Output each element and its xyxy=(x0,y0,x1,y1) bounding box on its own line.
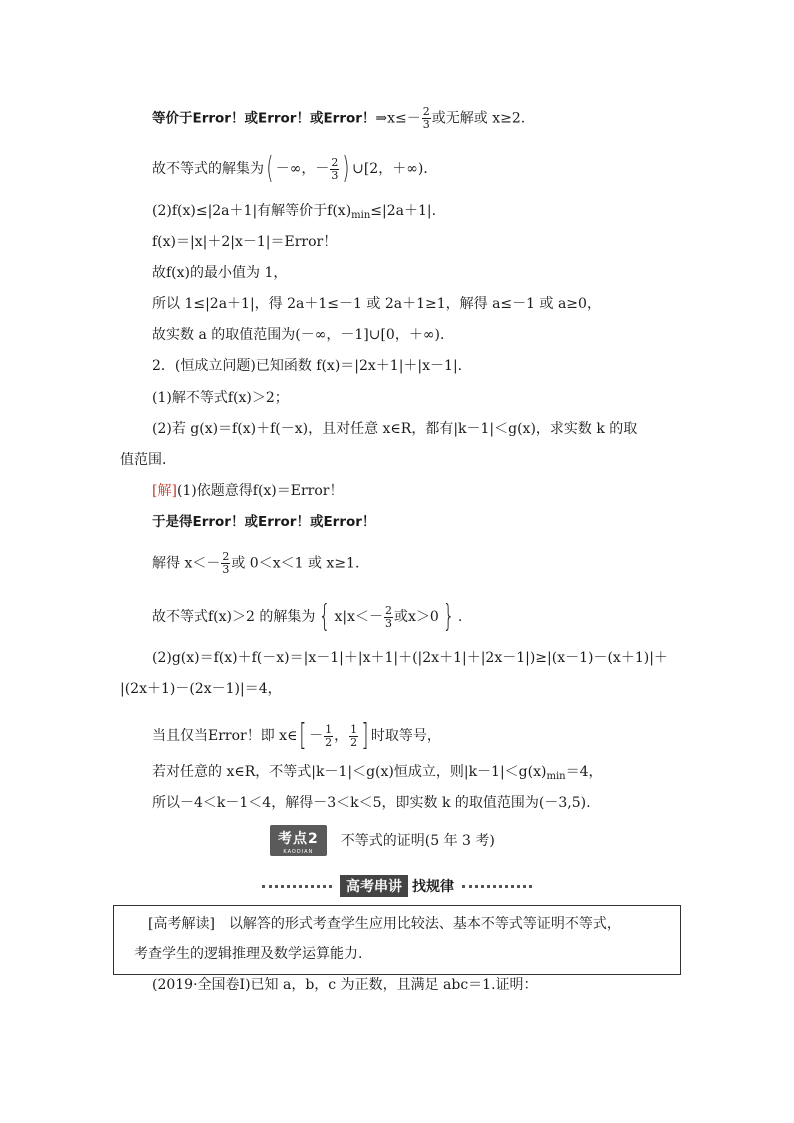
text-line: 解得 x＜－ $\frac{2}{3}$ 或 0＜x＜1 或 x≥1. xyxy=(152,550,360,576)
fraction: $\frac{2}{3}$ xyxy=(422,105,430,131)
section-badge: 考点2 KAODIAN xyxy=(270,825,327,856)
text-line: (2)若 g(x)＝f(x)＋f(－x)，且对任意 x∈R，都有|k－1|＜g(x)，求实数 k 的取 xyxy=(152,421,638,437)
text-line: 考查学生的逻辑推理及数学运算能力. xyxy=(134,946,363,962)
text-line: 当且仅当Error！即 x∈[ － $\frac{1}{2}$ ， $\frac{1}{2}$ ] 时取等号， xyxy=(152,718,441,753)
left-bracket-big: [ xyxy=(299,718,307,753)
text-line: [解](1)依题意得f(x)＝Error！ xyxy=(152,483,344,499)
section-header xyxy=(270,826,495,854)
text-line: |(2x＋1)－(2x－1)|＝4， xyxy=(120,681,282,697)
exam-analysis-box xyxy=(113,905,681,975)
dotted-divider xyxy=(262,885,332,888)
text-line: 所以－4＜k－1＜4，解得－3＜k＜5，即实数 k 的取值范围为(－3,5). xyxy=(152,795,591,811)
text-line: (2019·全国卷Ⅰ)已知 a，b，c 为正数，且满足 abc＝1.证明： xyxy=(152,977,538,993)
text-line: (2)f(x)≤|2a＋1|有解等价于$f(x)_{min}\le|2a+1|$. xyxy=(152,203,437,221)
text-line: (1)解不等式f(x)＞2； xyxy=(152,390,289,406)
dotted-divider xyxy=(462,885,532,888)
solution-tag: [解] xyxy=(152,483,177,499)
text-line: [高考解读] 以解答的形式考查学生应用比较法、基本不等式等证明不等式， xyxy=(148,916,621,932)
text-line: 2．(恒成立问题)已知函数 f(x)＝|2x＋1|＋|x－1|. xyxy=(152,358,463,374)
text-line: 故不等式的解集为( －∞，－ $\frac{2}{3}$ ) ∪[2，＋∞)． xyxy=(152,151,438,186)
rule-text: 找规律 xyxy=(412,879,454,895)
right-paren-big: ) xyxy=(342,151,350,186)
fraction: $\frac{1}{2}$ xyxy=(325,722,333,749)
text-line: f(x)＝|x|＋2|x－1|＝Error！ xyxy=(152,234,338,250)
section-title: 不等式的证明(5 年 3 考) xyxy=(340,833,495,849)
text-line: 值范围． xyxy=(120,452,176,468)
rule-header xyxy=(262,875,532,897)
right-brace-big: } xyxy=(442,599,455,634)
text-line: 若对任意的 x∈R，不等式|k－1|＜g(x)恒成立，则$|k-1|<g(x)_{min}=4$， xyxy=(152,764,603,782)
fraction: $\frac{2}{3}$ xyxy=(384,603,392,630)
text-line: (2)g(x)＝f(x)＋f(－x)＝|x－1|＋|x＋1|＋(|2x＋1|＋|2x－1|)≥|(x－1)－(x＋1)|＋ xyxy=(152,650,668,666)
right-bracket-big: ] xyxy=(361,718,369,753)
text-line: 故不等式f(x)＞2 的解集为 { x|x＜－ $\frac{2}{3}$ 或x＞0 } . xyxy=(152,599,463,634)
fraction: $\frac{1}{2}$ xyxy=(350,722,358,749)
text-line: 所以 1≤|2a＋1|，得 2a＋1≤－1 或 2a＋1≥1，解得 a≤－1 或 a≥0， xyxy=(152,296,601,312)
rule-label: 高考串讲 xyxy=(340,875,408,897)
text-line: 故f(x)的最小值为 1， xyxy=(152,265,288,281)
left-paren-big: ( xyxy=(266,151,274,186)
fraction: $\frac{2}{3}$ xyxy=(331,155,339,182)
text-line: 故实数 a 的取值范围为(－∞，－1]∪[0，＋∞)． xyxy=(152,327,454,343)
fraction: $\frac{2}{3}$ xyxy=(222,550,230,576)
text-line: 于是得Error！或Error！或Error！ xyxy=(152,514,376,530)
left-brace-big: { xyxy=(319,599,331,634)
text-line: 等价于Error！或Error！或Error！⇒x≤－ $\frac{2}{3}$ 或无解或 x≥2. xyxy=(152,105,526,131)
